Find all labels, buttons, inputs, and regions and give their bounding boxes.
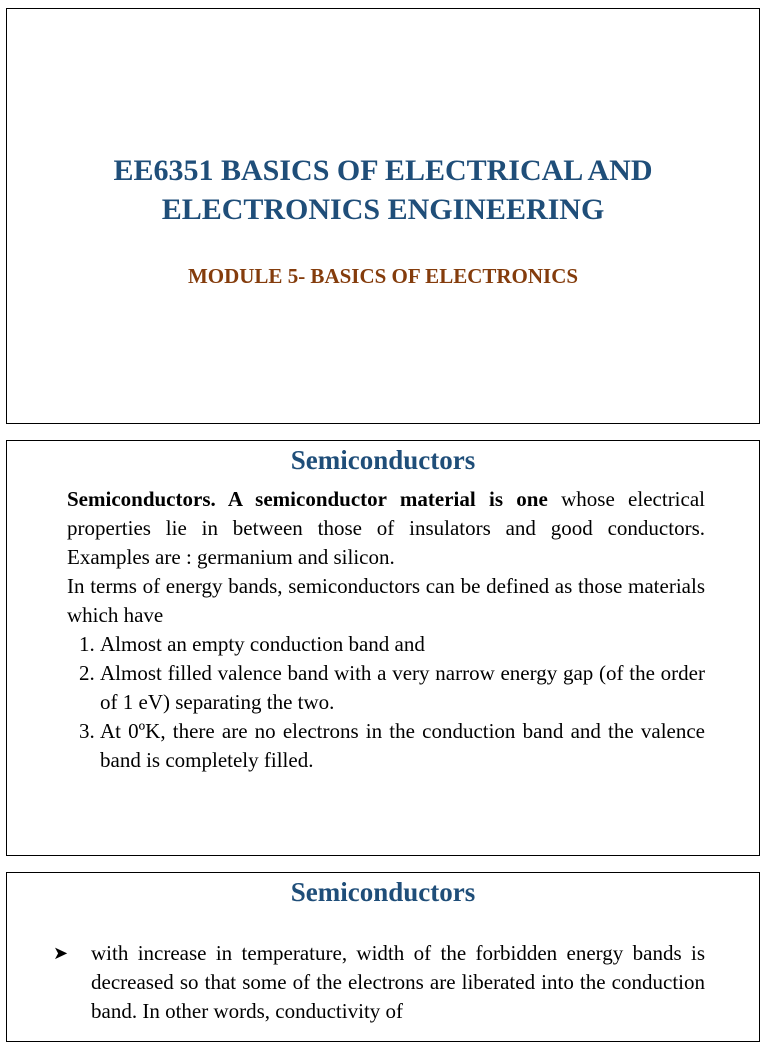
- definition-bold: Semiconductors. A semiconductor material is one: [67, 487, 548, 511]
- slide-body: [67, 485, 705, 775]
- title-line-1: EE6351 BASICS OF ELECTRICAL AND: [113, 154, 653, 187]
- page-title: [7, 151, 759, 229]
- definition-rest: whose electrical properties lie in between those of insulators and good conductors. Examples are : germanium and silicon.: [67, 487, 705, 569]
- list-item: 1. Almost an empty conduction band and: [100, 630, 705, 659]
- list-item: 3. At 0ºK, there are no electrons in the conduction band and the valence band is completely filled.: [100, 717, 705, 775]
- slide-title: [6, 8, 760, 424]
- energy-band-paragraph: In terms of energy bands, semiconductors can be defined as those materials which have: [67, 574, 705, 627]
- slide-heading: Semiconductors: [290, 445, 476, 475]
- bullet-text: with increase in temperature, width of the forbidden energy bands is decreased so that some of the electrons are liberated into the conduction band. In other words, conductivity of: [91, 941, 705, 1023]
- slide-heading: Semiconductors: [290, 877, 476, 907]
- bullet-item: [53, 939, 705, 1026]
- slide-semiconductors-definition: [6, 440, 760, 856]
- arrow-bullet-icon: ➤: [53, 943, 69, 963]
- property-list: [67, 630, 705, 775]
- module-subtitle: MODULE 5- BASICS OF ELECTRONICS: [187, 264, 579, 288]
- title-line-2: ELECTRONICS ENGINEERING: [161, 193, 605, 226]
- slide-semiconductors-temperature: [6, 872, 760, 1042]
- definition-paragraph: [67, 485, 705, 572]
- list-item: 2. Almost filled valence band with a very narrow energy gap (of the order of 1 eV) separating the two.: [100, 659, 705, 717]
